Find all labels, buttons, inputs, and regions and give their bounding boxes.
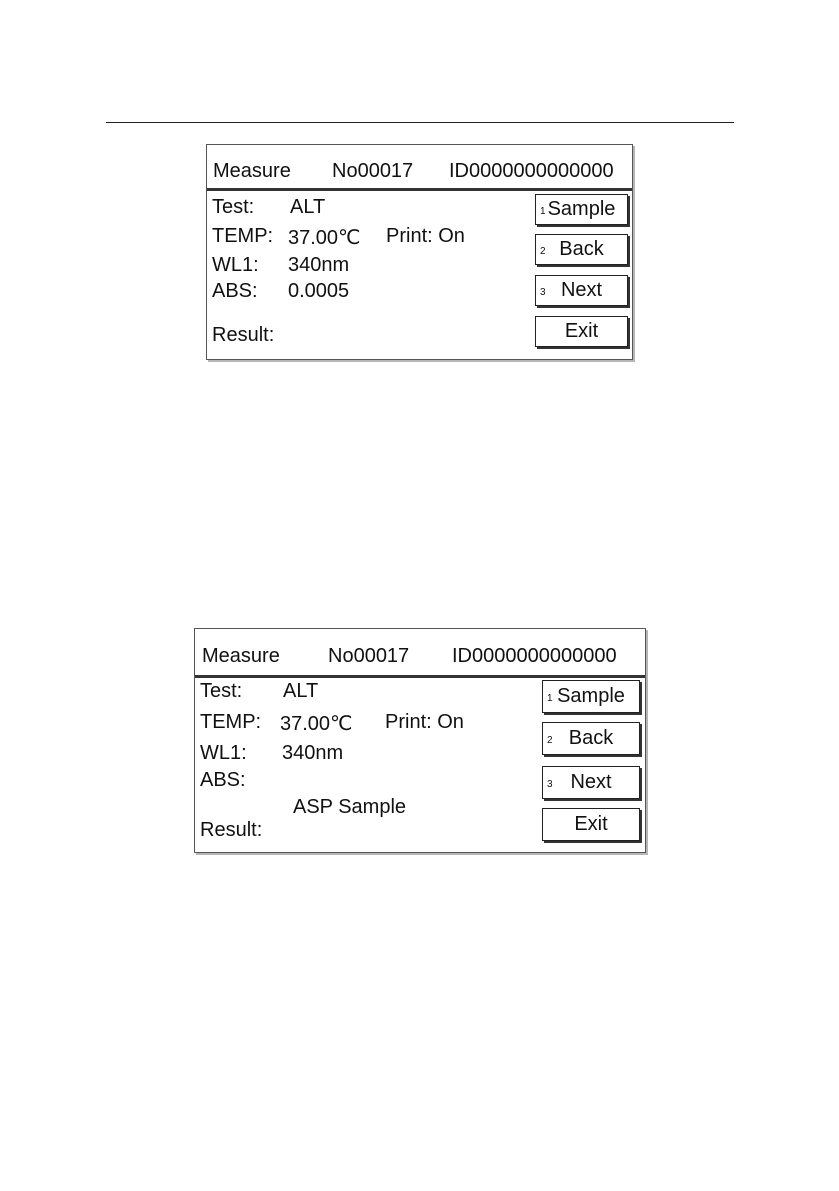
back-button[interactable] <box>542 722 640 755</box>
key-number: 3 <box>540 287 546 298</box>
temp-label: TEMP: <box>212 225 274 247</box>
next-button[interactable] <box>542 766 640 799</box>
next-button[interactable] <box>535 275 628 306</box>
screen-header <box>195 629 645 678</box>
wl1-label: WL1: <box>200 742 247 764</box>
temp-value: 37.00℃ <box>288 227 361 249</box>
key-number: 1 <box>540 206 546 217</box>
button-label: Sample <box>557 685 625 707</box>
test-value: ALT <box>290 196 326 218</box>
measure-screen-bottom <box>194 628 646 853</box>
abs-value: 0.0005 <box>288 280 350 302</box>
abs-label: ABS: <box>212 280 258 302</box>
wl1-label: WL1: <box>212 254 259 276</box>
screen-title: Measure <box>202 645 280 667</box>
button-label: Next <box>570 771 612 793</box>
button-label: Next <box>560 279 603 301</box>
sample-id: ID0000000000000 <box>452 645 617 667</box>
key-number: 2 <box>540 246 546 257</box>
measure-number: No00017 <box>332 160 414 182</box>
print-status: Print: On <box>386 225 465 247</box>
measure-screen-top <box>206 144 633 360</box>
sample-id: ID0000000000000 <box>449 160 614 182</box>
key-number: 1 <box>547 693 553 704</box>
wl1-value: 340nm <box>288 254 350 276</box>
exit-button[interactable] <box>535 316 628 347</box>
screen-title: Measure <box>213 160 291 182</box>
screen-header <box>207 145 632 191</box>
temp-label: TEMP: <box>200 711 262 733</box>
sample-button[interactable] <box>535 194 628 225</box>
wl1-value: 340nm <box>282 742 344 764</box>
button-label: Exit <box>564 320 599 342</box>
abs-label: ABS: <box>200 769 246 791</box>
temp-value: 37.00℃ <box>280 713 353 735</box>
back-button[interactable] <box>535 234 628 265</box>
button-label: Back <box>559 238 604 260</box>
sample-button[interactable] <box>542 680 640 713</box>
key-number: 2 <box>547 735 553 746</box>
page-header-rule <box>106 122 734 123</box>
measure-number: No00017 <box>328 645 410 667</box>
result-label: Result: <box>200 819 263 841</box>
key-number: 3 <box>547 779 553 790</box>
exit-button[interactable] <box>542 808 640 841</box>
button-label: Back <box>568 727 614 749</box>
test-value: ALT <box>283 680 319 702</box>
button-label: Sample <box>547 198 616 220</box>
button-label: Exit <box>574 813 608 835</box>
test-label: Test: <box>212 196 255 218</box>
print-status: Print: On <box>385 711 464 733</box>
result-label: Result: <box>212 324 275 346</box>
prompt-text: ASP Sample <box>293 796 407 818</box>
test-label: Test: <box>200 680 243 702</box>
